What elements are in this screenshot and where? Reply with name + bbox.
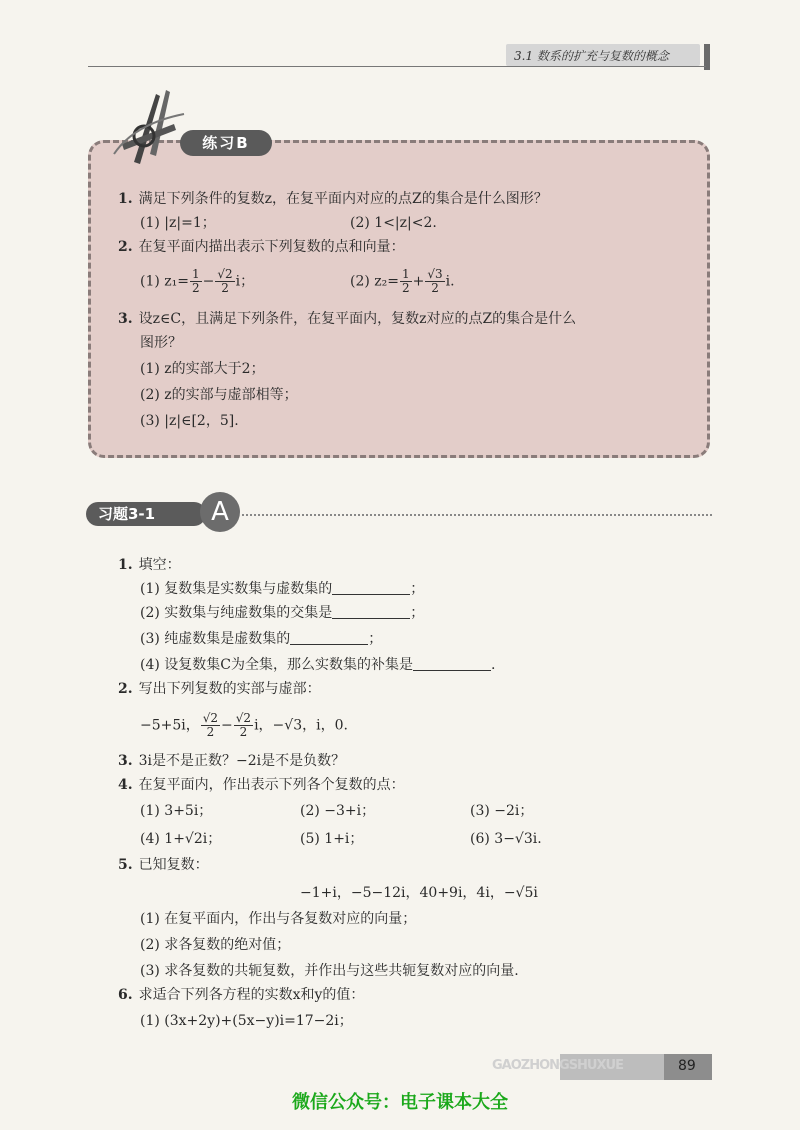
- denominator: 2: [192, 281, 200, 295]
- operator: +: [412, 273, 425, 290]
- section-a-q5-b: (2) 求各复数的绝对值；: [140, 937, 291, 953]
- section-a-q5: [118, 856, 209, 874]
- section-a-q1-a: [140, 580, 424, 598]
- section-a-q4-item: (5) 1+i；: [300, 831, 364, 847]
- question-text: 填空：: [138, 557, 181, 573]
- page-number: 89: [678, 1058, 696, 1074]
- fill-blank: [413, 656, 491, 671]
- item-suffix: ；: [368, 631, 383, 647]
- exercise-b-q3-c: (3) |z|∈[2，5].: [140, 413, 239, 429]
- numerator: √2: [235, 711, 252, 725]
- exercise-b-q3-line2: 图形？: [140, 335, 182, 351]
- question-number: 1.: [118, 191, 133, 207]
- question-number: 5.: [118, 857, 133, 873]
- exercise-b-q2-b: [350, 268, 455, 295]
- section-a-q5-c: (3) 求各复数的共轭复数，并作出与这些共轭复数对应的向量.: [140, 963, 519, 979]
- numerator: 1: [192, 267, 200, 281]
- fraction: [190, 268, 202, 295]
- numerator: √3: [427, 267, 443, 281]
- numerator: √2: [202, 711, 219, 725]
- section-a-q1-b: [140, 604, 424, 622]
- question-number: 2.: [118, 239, 133, 255]
- exercise-b-q1-a: (1) |z|=1；: [140, 215, 216, 231]
- question-number: 4.: [118, 777, 133, 793]
- exercise-b-q3: [118, 310, 576, 328]
- numerator: √2: [217, 267, 233, 281]
- section-tab: 习题3-1: [86, 502, 206, 526]
- fraction: [425, 268, 444, 295]
- exercise-b-q3-a: (1) z的实部大于2；: [140, 361, 265, 377]
- section-a-q1: [118, 556, 181, 574]
- exercise-b-q2: [118, 238, 405, 256]
- denominator: 2: [239, 725, 248, 739]
- expr-prefix: (2) z₂=: [350, 273, 399, 290]
- section-a-q4-item: (6) 3−√3i.: [470, 831, 542, 847]
- section-a-q2-expr: [140, 712, 348, 739]
- item-suffix: ；: [410, 605, 425, 621]
- question-number: 3.: [118, 311, 133, 327]
- operator: −: [221, 717, 233, 734]
- fraction: [400, 268, 412, 295]
- exercise-b-q2-a: [140, 268, 254, 295]
- question-text: 求适合下列各方程的实数x和y的值：: [138, 987, 365, 1003]
- section-a-q1-c: [140, 630, 382, 648]
- exercise-b-q1-b: (2) 1<|z|<2.: [350, 215, 437, 231]
- fill-blank: [332, 604, 410, 619]
- question-text: 3i是不是正数？−2i是不是负数？: [138, 753, 346, 769]
- item-text: (4) 设复数集C为全集，那么实数集的补集是: [140, 657, 413, 673]
- question-text: 在复平面内描出表示下列复数的点和向量：: [138, 239, 405, 255]
- fill-blank: [332, 580, 410, 595]
- question-number: 3.: [118, 753, 133, 769]
- expr-suffix: i，−√3，i，0.: [254, 717, 348, 734]
- expr-suffix: i.: [445, 273, 455, 290]
- section-a-q6: [118, 986, 364, 1004]
- section-a-q4: [118, 776, 405, 794]
- watermark-text: 微信公众号：电子课本大全: [292, 1092, 508, 1113]
- compass-pencil-icon: [104, 84, 194, 166]
- section-a-q5-list: −1+i，−5−12i，40+9i，4i，−√5i: [300, 885, 538, 901]
- question-text: 已知复数：: [138, 857, 209, 873]
- section-a-q4-item: (3) −2i；: [470, 803, 534, 819]
- fraction: [215, 268, 234, 295]
- expr-prefix: (1) z₁=: [140, 273, 189, 290]
- exercise-b-tab: 练习B: [180, 130, 272, 156]
- section-a-q4-item: (4) 1+√2i；: [140, 831, 222, 847]
- section-divider: [242, 514, 712, 516]
- question-text: 设z∈C，且满足下列条件，在复平面内，复数z对应的点Z的集合是什么: [138, 311, 577, 327]
- question-number: 6.: [118, 987, 133, 1003]
- exercise-b-box: [88, 140, 710, 458]
- section-a-q2: [118, 680, 321, 698]
- question-text: 在复平面内，作出表示下列各个复数的点：: [138, 777, 405, 793]
- item-suffix: .: [491, 657, 496, 673]
- exercise-b-q3-b: (2) z的实部与虚部相等；: [140, 387, 298, 403]
- section-badge: A: [200, 492, 240, 532]
- denominator: 2: [431, 281, 439, 295]
- header-rule: [88, 66, 706, 67]
- denominator: 2: [206, 725, 215, 739]
- section-a-q4-item: (1) 3+5i；: [140, 803, 213, 819]
- item-text: (2) 实数集与纯虚数集的交集是: [140, 605, 333, 621]
- denominator: 2: [221, 281, 229, 295]
- section-a-q3: [118, 752, 345, 770]
- question-number: 2.: [118, 681, 133, 697]
- footer-brand: GAOZHONGSHUXUE: [492, 1058, 623, 1073]
- question-text: 满足下列条件的复数z，在复平面内对应的点Z的集合是什么图形？: [138, 191, 548, 207]
- item-text: (3) 纯虚数集是虚数集的: [140, 631, 291, 647]
- expr-prefix: −5+5i，: [140, 717, 200, 734]
- fraction: [201, 712, 220, 739]
- item-text: (1) 复数集是实数集与虚数集的: [140, 581, 333, 597]
- section-a-q4-item: (2) −3+i；: [300, 803, 376, 819]
- section-a-q1-d: [140, 656, 495, 674]
- denominator: 2: [402, 281, 410, 295]
- operator: −: [202, 273, 215, 290]
- question-text: 写出下列复数的实部与虚部：: [138, 681, 321, 697]
- section-a-q6-a: (1) (3x+2y)+(5x−y)i=17−2i；: [140, 1013, 353, 1029]
- fill-blank: [290, 630, 368, 645]
- running-header: 3.1 数系的扩充与复数的概念: [514, 49, 669, 63]
- expr-suffix: i；: [235, 273, 255, 290]
- item-suffix: ；: [410, 581, 425, 597]
- fraction: [234, 712, 253, 739]
- question-number: 1.: [118, 557, 133, 573]
- exercise-b-q1: [118, 190, 548, 208]
- numerator: 1: [402, 267, 410, 281]
- section-a-q5-a: (1) 在复平面内，作出与各复数对应的向量；: [140, 911, 417, 927]
